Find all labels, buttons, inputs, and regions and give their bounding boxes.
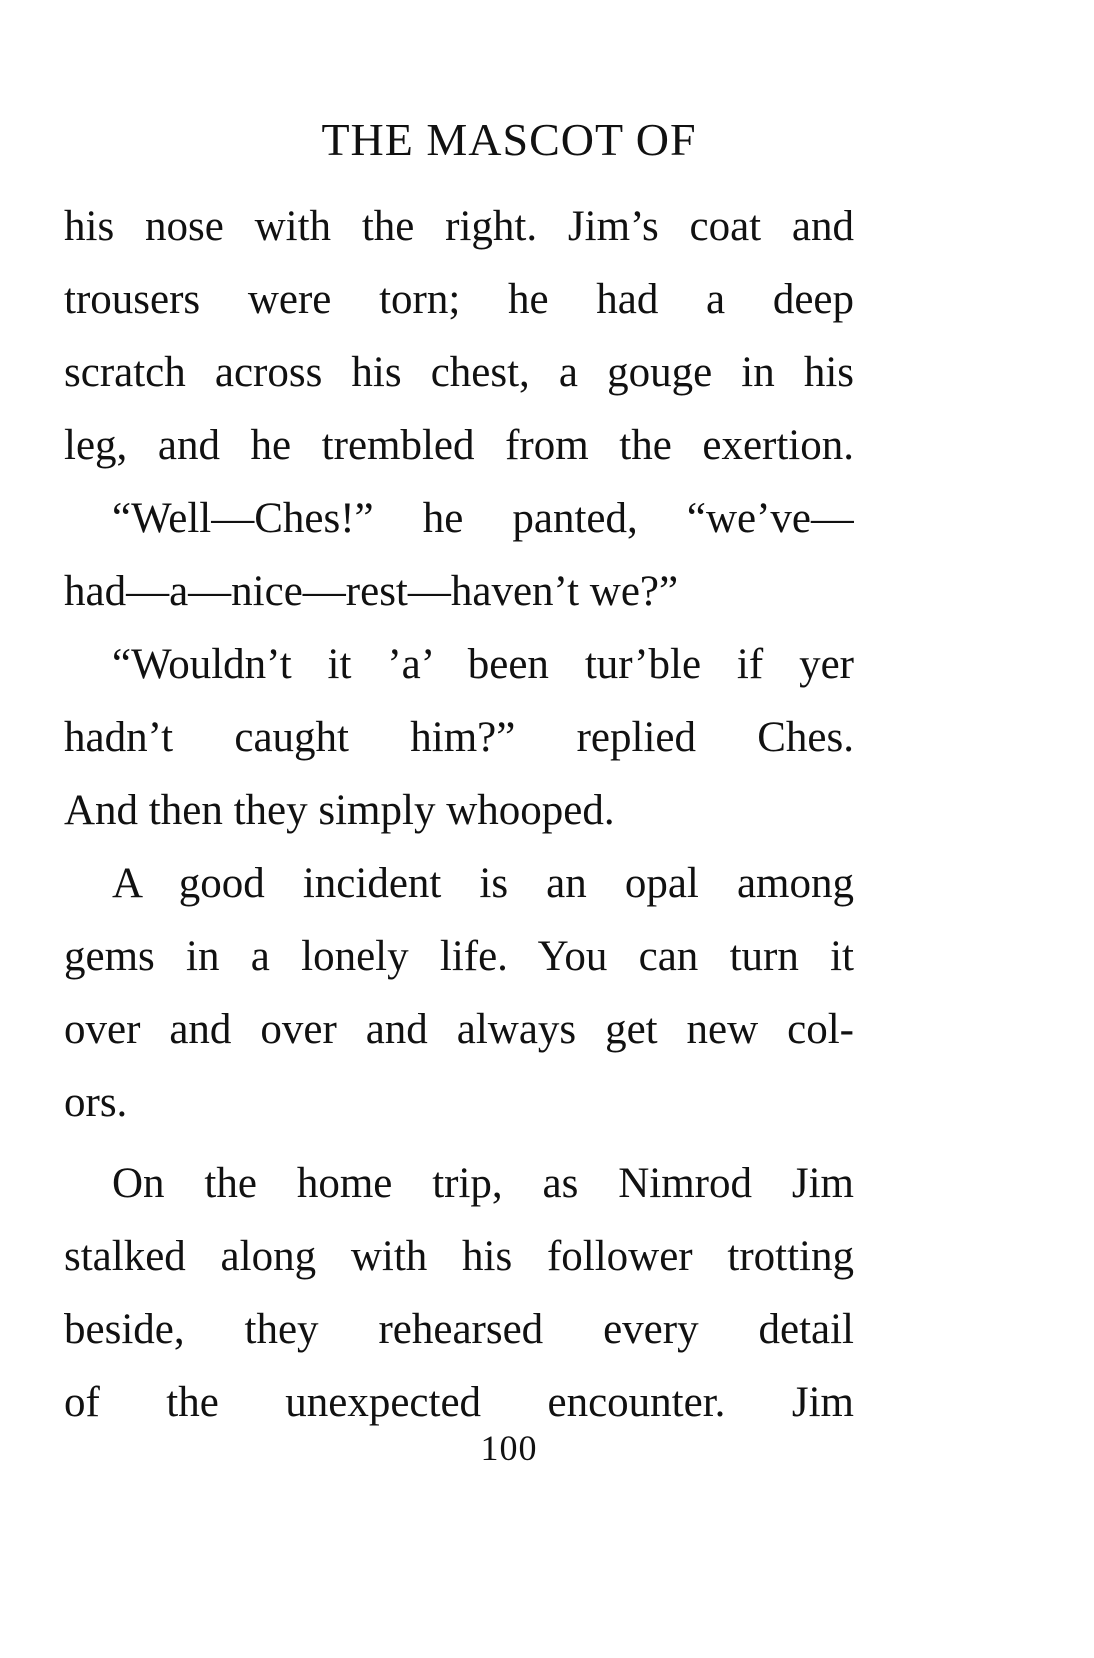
running-head: THE MASCOT OF xyxy=(321,114,697,165)
text-line: hadn’t caught him?” replied Ches. xyxy=(64,714,854,761)
text-line: “Well—Ches!” he panted, “we’ve— xyxy=(112,495,854,542)
text-line: And then they simply whooped. xyxy=(64,787,615,834)
text-line: A good incident is an opal among xyxy=(112,860,854,907)
text-line: stalked along with his follower trotting xyxy=(64,1233,854,1280)
page-number: 100 xyxy=(480,1428,538,1468)
text-line: had—a—nice—rest—haven’t we?” xyxy=(64,568,679,615)
body-text xyxy=(64,190,854,1439)
text-line: gems in a lonely life. You can turn it xyxy=(64,933,854,980)
text-line: “Wouldn’t it ’a’ been tur’ble if yer xyxy=(112,641,854,688)
text-line: his nose with the right. Jim’s coat and xyxy=(64,203,854,250)
text-line: scratch across his chest, a gouge in his xyxy=(64,349,854,396)
text-line: over and over and always get new col- xyxy=(64,1006,854,1053)
text-line: leg, and he trembled from the exertion. xyxy=(64,422,854,469)
text-line: On the home trip, as Nimrod Jim xyxy=(112,1160,854,1207)
text-line: trousers were torn; he had a deep xyxy=(64,276,854,323)
text-line: of the unexpected encounter. Jim xyxy=(64,1379,854,1426)
text-line: ors. xyxy=(64,1079,128,1126)
text-line: beside, they rehearsed every detail xyxy=(64,1306,854,1353)
